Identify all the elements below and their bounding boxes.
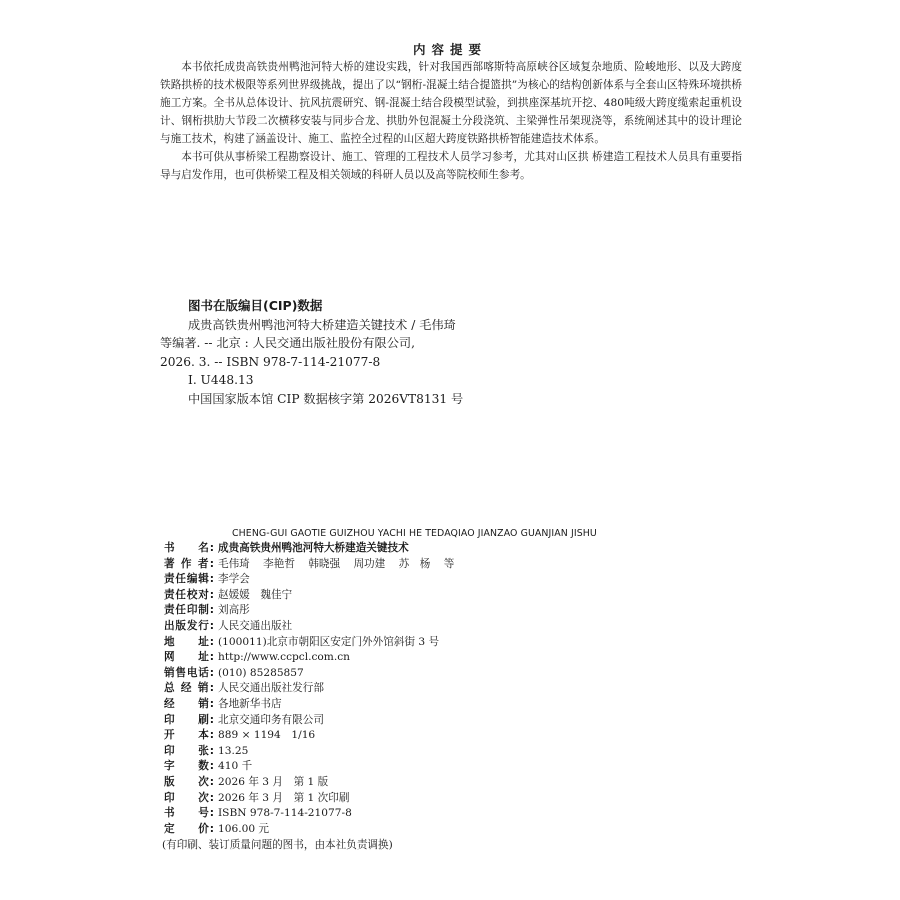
imprint-row-price [164, 822, 464, 838]
imprint-label: 印 张: [164, 744, 214, 757]
imprint-label: 地 址: [164, 635, 214, 648]
address: (100011)北京市朝阳区安定门外外馆斜街 3 号 [218, 635, 440, 648]
author-name: 李艳哲 [263, 557, 295, 570]
imprint-row-format [164, 728, 464, 744]
imprint-row-dealer [164, 697, 464, 713]
cip-block [160, 297, 720, 408]
imprint-label: 网 址: [164, 651, 214, 664]
word-count: 410 千 [218, 760, 253, 773]
printer: 北京交通印务有限公司 [218, 713, 324, 726]
abstract-body [160, 58, 742, 184]
dealer: 各地新华书店 [218, 697, 282, 710]
distributor: 人民交通出版社发行部 [218, 682, 324, 695]
sales-phone: (010) 85285857 [218, 666, 304, 679]
imprint-label: 责任编辑: [164, 573, 214, 586]
imprint-row-printing [164, 603, 464, 619]
imprint-row-editor [164, 572, 464, 588]
imprint-label: 销售电话: [164, 666, 214, 679]
proofreader: 赵媛媛 魏佳宁 [218, 588, 293, 601]
cip-line: 中国国家版本馆 CIP 数据核字第 2026VT8131 号 [188, 391, 464, 406]
imprint-row-words [164, 759, 464, 775]
impression: 2026 年 3 月 第 1 次印刷 [218, 791, 350, 804]
format: 889 × 1194 1/16 [218, 729, 316, 742]
imprint-label: 定 价: [164, 822, 214, 835]
imprint-row-authors [164, 557, 464, 573]
imprint-label: 总 经 销: [164, 682, 214, 695]
imprint-row-isbn [164, 806, 464, 822]
imprint-row-edition [164, 775, 464, 791]
isbn: ISBN 978-7-114-21077-8 [218, 807, 352, 820]
edition: 2026 年 3 月 第 1 版 [218, 775, 329, 788]
sheets: 13.25 [218, 744, 249, 757]
author-name: 周功建 [353, 557, 386, 570]
authors [218, 557, 464, 573]
imprint-label: 出版发行: [164, 619, 214, 632]
cip-line: 2026. 3. -- ISBN 978-7-114-21077-8 [160, 354, 381, 369]
website: http://www.ccpcl.com.cn [218, 651, 350, 664]
printing-supervisor: 刘高彤 [218, 604, 250, 617]
imprint-row-address [164, 635, 464, 651]
imprint-row-phone [164, 666, 464, 682]
imprint-label: 著 作 者: [164, 557, 214, 570]
imprint-row-sheets [164, 744, 464, 760]
imprint-label: 责任校对: [164, 588, 214, 601]
publisher: 人民交通出版社 [218, 619, 293, 632]
cip-line: 成贵高铁贵州鸭池河特大桥建造关键技术 / 毛伟琦 [188, 317, 456, 332]
imprint-label: 印 刷: [164, 713, 214, 726]
author-name: 苏 杨 [398, 557, 431, 570]
imprint-row-distribution [164, 681, 464, 697]
imprint-row-printer [164, 713, 464, 729]
imprint-row-title [164, 541, 464, 557]
book-title: 成贵高铁贵州鸭池河特大桥建造关键技术 [218, 542, 409, 554]
imprint-label: 书 名: [164, 542, 214, 554]
imprint-label: 经 销: [164, 697, 214, 710]
imprint-label: 字 数: [164, 760, 214, 773]
imprint-label: 开 本: [164, 729, 214, 742]
cip-heading: 图书在版编目(CIP)数据 [188, 298, 323, 313]
imprint-block [164, 541, 464, 854]
abstract-paragraph: 本书依托成贵高铁贵州鸭池河特大桥的建设实践，针对我国西部喀斯特高原峡谷区域复杂地质、险峻地形、以及大跨度铁路拱桥的技术极限等系列世界级挑战，提出了以“钢桁-混凝土结合提篮拱”为核心的结构创新体系与全套山区特殊环境拱桥施工方案。全书从总体设计、抗风抗震研究、钢-混凝土结合段模型试验，到拱座深基坑开挖、480吨级大跨度缆索起重机设计、钢桁拱肋大节段二次横移安装与同步合龙、拱肋外包混凝土分段浇筑、主梁弹性吊架现浇等，系统阐述其中的设计理论与施工技术，构建了涵盖设计、施工、监控全过程的山区超大跨度铁路拱桥智能建造技术体系。 [160, 61, 742, 145]
imprint-row-website [164, 650, 464, 666]
imprint-label: 书 号: [164, 807, 214, 820]
abstract-paragraph: 本书可供从事桥梁工程勘察设计、施工、管理的工程技术人员学习参考，尤其对山区拱 桥建造工程技术人员具有重要指导与启发作用，也可供桥梁工程及相关领域的科研人员以及高等院校师生参考。 [160, 151, 742, 181]
imprint-row-proofreader [164, 588, 464, 604]
imprint-label: 版 次: [164, 775, 214, 788]
cip-line: Ⅰ. U448.13 [188, 373, 254, 387]
quality-notice: (有印刷、装订质量问题的图书，由本社负责调换) [162, 839, 393, 852]
author-name: 毛伟琦 [218, 557, 250, 570]
editor: 李学会 [218, 573, 250, 586]
abstract-title: 内容提要 [412, 42, 487, 57]
cip-line: 等编著. -- 北京 : 人民交通出版社股份有限公司, [160, 336, 415, 350]
imprint-label: 责任印制: [164, 604, 214, 617]
price: 106.00 元 [218, 822, 270, 835]
imprint-label: 印 次: [164, 791, 214, 804]
pinyin-title: CHENG-GUI GAOTIE GUIZHOU YACHI HE TEDAQIAO JIANZAO GUANJIAN JISHU [232, 528, 597, 539]
imprint-row-impression [164, 791, 464, 807]
author-name: 韩晓强 [308, 557, 341, 570]
author-name: 等 [443, 557, 455, 570]
imprint-row-publisher [164, 619, 464, 635]
